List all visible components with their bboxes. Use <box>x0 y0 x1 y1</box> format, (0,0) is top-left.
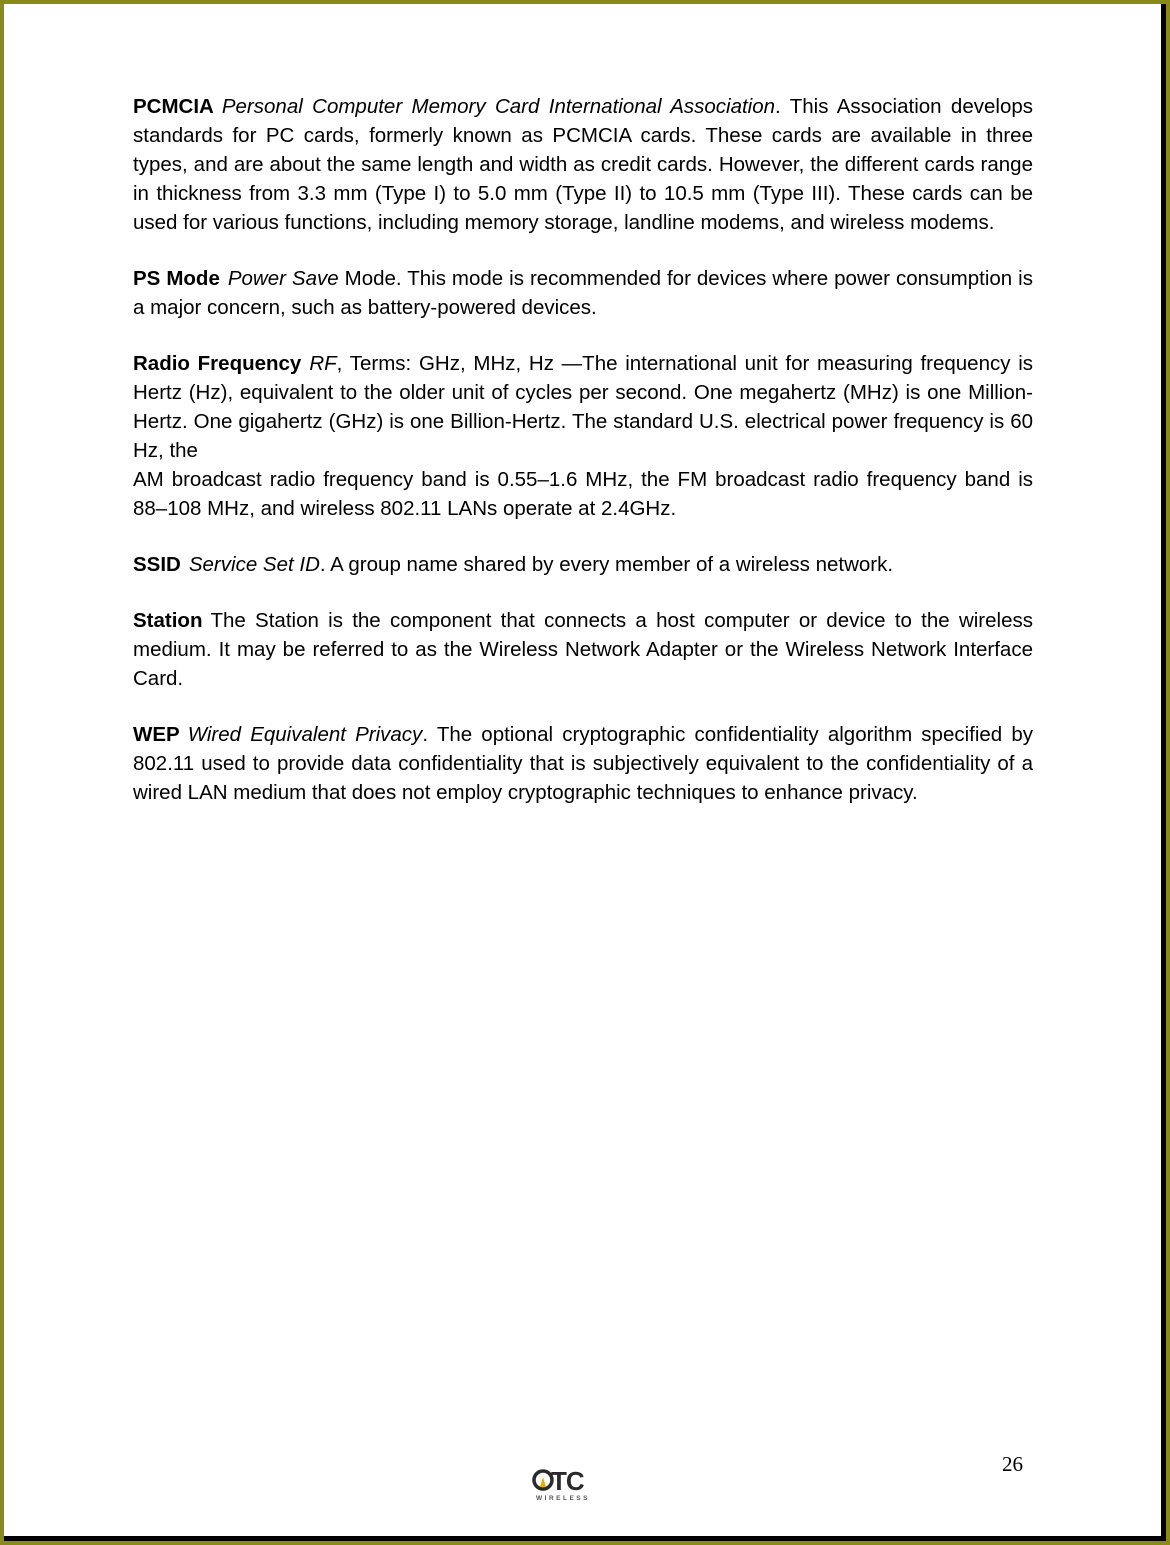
separator: . <box>319 553 326 576</box>
term-expansion: Power Save <box>227 267 339 290</box>
page-number: 26 <box>1002 1452 1023 1476</box>
separator: . <box>775 95 781 118</box>
term: PS Mode <box>133 267 220 290</box>
definition: This Association develops standards for PC cards, formerly known as PCMCIA cards. These cards are available in three types, and are about the same length and width as credit cards. However, the different cards range in thickness from 3.3 mm (Type I) to 5.0 mm (Type II) to 10.5 mm (Type III). These cards can be used for various functions, including memory storage, landline modems, and wireless modems. <box>133 95 1033 234</box>
glossary-entry-wep <box>133 720 1033 807</box>
glossary-content <box>133 92 1033 834</box>
glossary-entry-radio-frequency <box>133 349 1033 523</box>
definition: A group name shared by every member of a wireless network. <box>330 553 894 576</box>
glossary-entry-pcmcia <box>133 92 1033 237</box>
definition: Mode. This mode is recommended for devices where power consumption is a major concern, such as battery-powered devices. <box>133 267 1033 319</box>
definition: The Station is the component that connects a host computer or device to the wireless medium. It may be referred to as the Wireless Network Adapter or the Wireless Network Interface Card. <box>133 609 1033 690</box>
term: SSID <box>133 553 181 576</box>
definition: Terms: GHz, MHz, Hz —The international unit for measuring frequency is Hertz (Hz), equivalent to the older unit of cycles per second. One megahertz (MHz) is one Million-Hertz. One gigahertz (GHz) is one Billion-Hertz. The standard U.S. electrical power frequency is 60 Hz, the <box>133 352 1034 462</box>
term-expansion: RF <box>309 352 337 375</box>
term: PCMCIA <box>133 95 214 118</box>
term: Radio Frequency <box>133 352 302 375</box>
separator: . <box>422 723 429 746</box>
term-expansion: Wired Equivalent Privacy <box>187 723 423 746</box>
glossary-entry-ssid <box>133 550 1033 579</box>
definition-continued: AM broadcast radio frequency band is 0.55–1.6 MHz, the FM broadcast radio frequency band is 88–108 MHz, and wireless 802.11 LANs operate at 2.4GHz. <box>133 468 1033 520</box>
logo-subtext: WIRELESS <box>536 1495 590 1502</box>
logo-text: TC <box>551 1466 584 1496</box>
glossary-entry-station <box>133 606 1033 693</box>
glossary-entry-ps-mode <box>133 264 1033 322</box>
term-expansion: Service Set ID <box>188 553 320 576</box>
term: WEP <box>133 723 180 746</box>
term: Station <box>133 609 203 632</box>
separator: , <box>336 352 343 375</box>
otc-wireless-logo <box>530 1466 602 1504</box>
definition: The optional cryptographic confidentiality algorithm specified by 802.11 used to provide data confidentiality that is subjectively equivalent to the confidentiality of a wired LAN medium that does not employ cryptographic techniques to enhance privacy. <box>133 723 1034 804</box>
term-expansion: Personal Computer Memory Card International Association <box>221 95 776 118</box>
